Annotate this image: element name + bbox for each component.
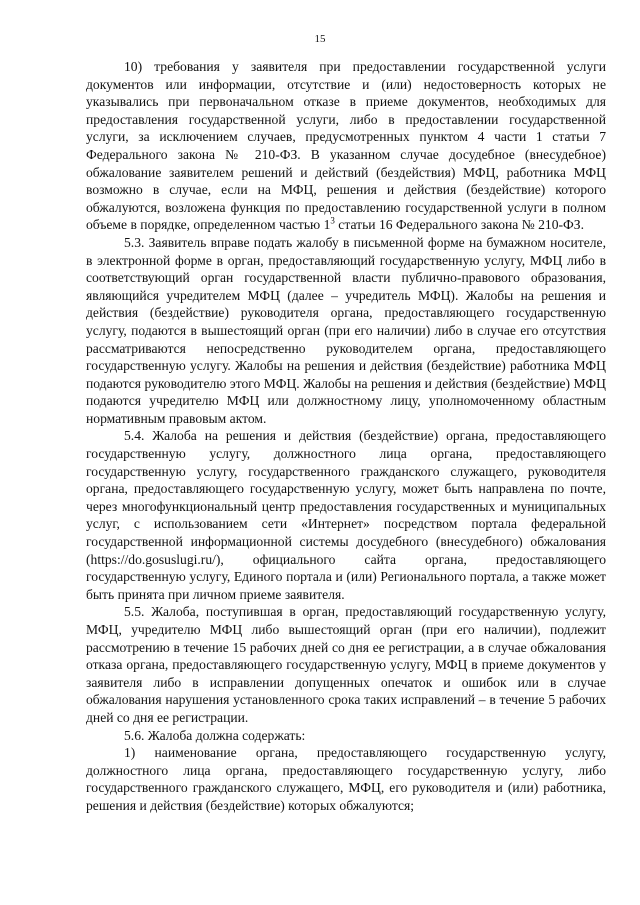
paragraph-5-3: 5.3. Заявитель вправе подать жалобу в письменной форме на бумажном носителе, в электронной форме в орган, предоставляющий государственную услугу, МФЦ либо в соответствующий орган государственной власти публично-правового образования, являющийся учредителем МФЦ (далее – учредитель МФЦ). Жалобы на решения и действия (бездействие) руководителя органа, предоставляющего государственную услугу, подаются в вышестоящий орган (при его наличии) либо в случае его отсутствия рассматриваются непосредственно руководителем органа, предоставляющего государственную услугу. Жалобы на решения и действия (бездействие) работника МФЦ подаются руководителю этого МФЦ. Жалобы на решения и действия (бездействие) МФЦ подаются учредителю МФЦ или должностному лицу, уполномоченному областным нормативным правовым актом. [86, 234, 606, 426]
paragraph-5-6-item-1: 1) наименование органа, предоставляющего государственную услугу, должностного лица органа, предоставляющего государственную услугу, либо государственного гражданского служащего, МФЦ, его руководителя и (или) работника, решения и действия (бездействие) которых обжалуются; [86, 745, 606, 813]
paragraph-5-6: 5.6. Жалоба должна содержать: [124, 727, 306, 743]
paragraph-text: статьи 16 Федерального закона № 210-ФЗ. [334, 217, 584, 233]
paragraph-5-4: 5.4. Жалоба на решения и действия (бездействие) органа, предоставляющего государственную услугу, должностного лица органа, предоставляющего государственную услугу, государственного гражданского служащего, руководителя органа, предоставляющего государственную услугу, может быть направлена по почте, через многофункциональный центр предоставления государственных и муниципальных услуг, с использованием сети «Интернет» посредством портала федеральной государственной информационной системы досудебного (внесудебного) обжалования (https://do.gosuslugi.ru/), официального сайта органа, предоставляющего государственную услугу, Единого портала и (или) Регионального портала, а также может быть принята при личном приеме заявителя. [86, 428, 606, 602]
paragraph-5-5: 5.5. Жалоба, поступившая в орган, предоставляющий государственную услугу, МФЦ, учредителю МФЦ либо вышестоящий орган (при его наличии), подлежит рассмотрению в течение 15 рабочих дней со дня ее регистрации, а в случае обжалования отказа органа, предоставляющего государственную услугу, МФЦ в приеме документов у заявителя либо в исправлении допущенных опечаток и ошибок или в случае обжалования нарушения установленного срока таких исправлений – в течение 5 рабочих дней со дня ее регистрации. [86, 604, 606, 725]
superscript: 3 [330, 215, 335, 226]
paragraph-text: 10) требования у заявителя при предоставлении государственной услуги документов или информации, отсутствие и (или) недостоверность которых не указывались при первоначальном отказе в приеме документов, необходимых для предоставления государственной услуги, либо в предоставлении государственной услуги, за исключением случаев, предусмотренных пунктом 4 части 1 статьи 7 Федерального закона № 210-ФЗ. В указанном случае досудебное (внесудебное) обжалование заявителем решений и действий (бездействия) МФЦ, работника МФЦ возможно в случае, если на МФЦ, решения и действия (бездействие) которого обжалуются, возложена функция по предоставлению государственной услуги в полном объеме в порядке, определенном частью 1 [86, 59, 606, 233]
document-body [86, 58, 606, 815]
page-number: 15 [314, 33, 326, 45]
paragraph-item-10 [86, 58, 606, 234]
